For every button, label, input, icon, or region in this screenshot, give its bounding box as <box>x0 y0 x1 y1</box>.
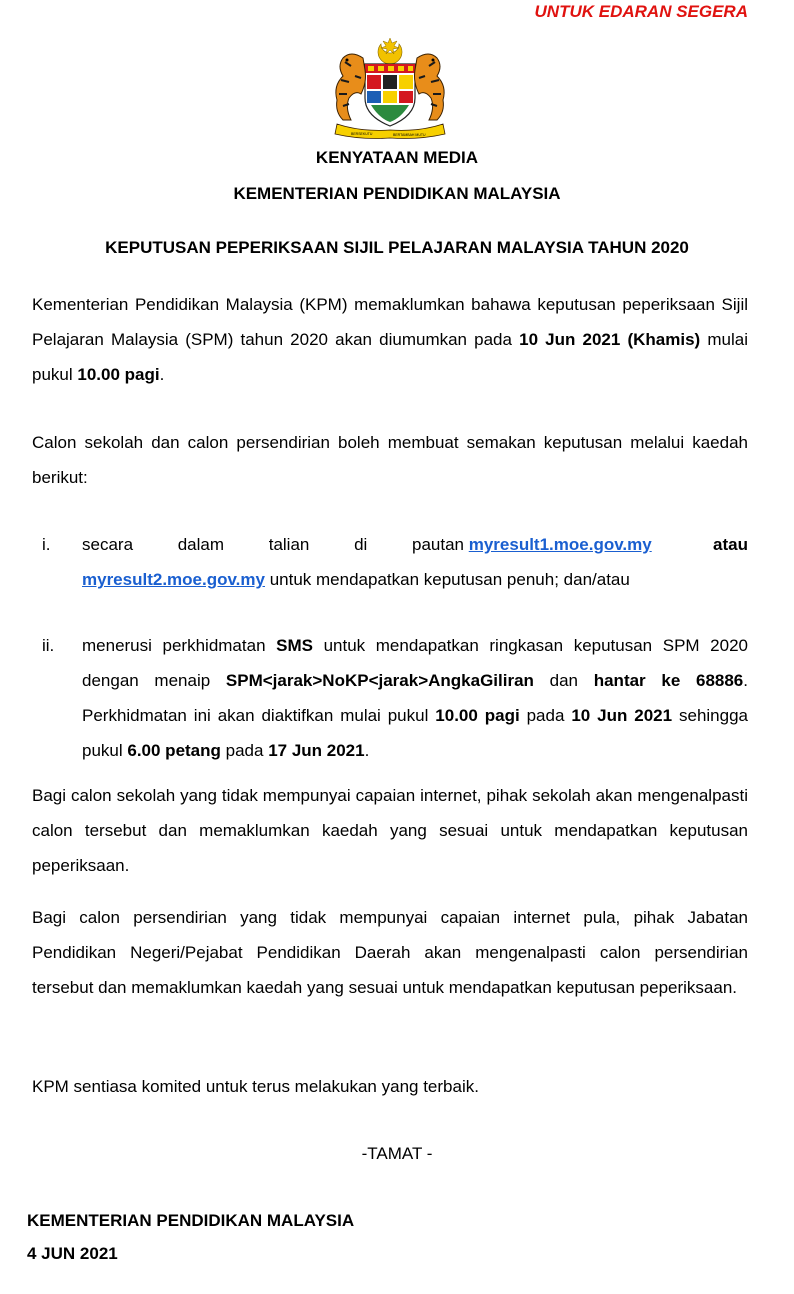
item2-sms: SMS <box>276 636 313 655</box>
item2-start-date: 10 Jun 2021 <box>571 706 673 725</box>
crest-scroll-right: BERTAMBAH MUTU <box>393 133 426 137</box>
item2-text: . <box>364 741 370 760</box>
link-myresult2[interactable]: myresult2.moe.gov.my <box>82 570 265 589</box>
paragraph-private-candidates: Bagi calon persendirian yang tidak mempunyai capaian internet pula, pihak Jabatan Pendidikan Negeri/Pejabat Pendidikan Daerah akan mengenalpasti calon persendirian tersebut dan memaklumkan kaedah yang sesuai untuk mendapatkan keputusan peperiksaan. <box>32 908 748 997</box>
item2-end-date: 17 Jun 2021 <box>268 741 365 760</box>
crest-scroll-left: BERSEKUTU <box>351 132 373 136</box>
list-number: i. <box>42 535 51 554</box>
item2-text: untuk mendapatkan ringkasan keputusan SPM 2020 dengan menaip <box>82 636 748 690</box>
link-myresult1[interactable]: myresult1.moe.gov.my <box>468 535 652 554</box>
subject-title: KEPUTUSAN PEPERIKSAAN SIJIL PELAJARAN MALAYSIA TAHUN 2020 <box>105 238 689 257</box>
end-marker: -TAMAT - <box>361 1144 433 1163</box>
p1-text: Kementerian Pendidikan Malaysia (KPM) memaklumkan bahawa keputusan peperiksaan Sijil Pelajaran Malaysia (SPM) tahun 2020 akan diumumkan pada <box>32 295 748 349</box>
item1-or: atau <box>713 535 748 554</box>
list-number: ii. <box>42 636 55 655</box>
p1-time: 10.00 pagi <box>77 365 160 384</box>
item2-text: sehingga pukul <box>82 706 749 760</box>
coat-of-arms-icon <box>321 36 459 142</box>
item2-number: hantar ke 68886 <box>593 671 744 690</box>
item2-text: . Perkhidmatan ini akan diaktifkan mulai pukul <box>82 671 748 725</box>
ministry-title: KEMENTERIAN PENDIDIKAN MALAYSIA <box>233 184 561 203</box>
paragraph-methods: Calon sekolah dan calon persendirian boleh membuat semakan keputusan melalui kaedah berikut: <box>32 433 748 487</box>
item2-start-time: 10.00 pagi <box>435 706 520 725</box>
item1-text-2: untuk mendapatkan keputusan penuh; dan/atau <box>264 570 630 589</box>
item2-text: pada <box>220 741 269 760</box>
p1-period: . <box>159 365 165 384</box>
p1-text-2: mulai pukul <box>32 330 748 384</box>
signature-organization: KEMENTERIAN PENDIDIKAN MALAYSIA <box>27 1211 355 1230</box>
p1-date: 10 Jun 2021 (Khamis) <box>519 330 701 349</box>
signature-date: 4 JUN 2021 <box>27 1244 118 1263</box>
item2-end-time: 6.00 petang <box>127 741 221 760</box>
item2-format: SPM<jarak>NoKP<jarak>AngkaGiliran <box>225 671 534 690</box>
item2-text: dan <box>533 671 594 690</box>
paragraph-commitment: KPM sentiasa komited untuk terus melakukan yang terbaik. <box>32 1077 479 1096</box>
doc-type-title: KENYATAAN MEDIA <box>315 148 479 167</box>
urgent-label: UNTUK EDARAN SEGERA <box>534 2 748 21</box>
item2-text: menerusi perkhidmatan <box>82 636 277 655</box>
item1-text: secara dalam talian di pautan <box>82 535 464 554</box>
paragraph-school-candidates: Bagi calon sekolah yang tidak mempunyai capaian internet, pihak sekolah akan mengenalpasti calon tersebut dan memaklumkan kaedah yang sesuai untuk mendapatkan keputusan peperiksaan. <box>32 786 748 875</box>
item2-text: pada <box>519 706 572 725</box>
paragraph-announcement <box>32 287 748 392</box>
